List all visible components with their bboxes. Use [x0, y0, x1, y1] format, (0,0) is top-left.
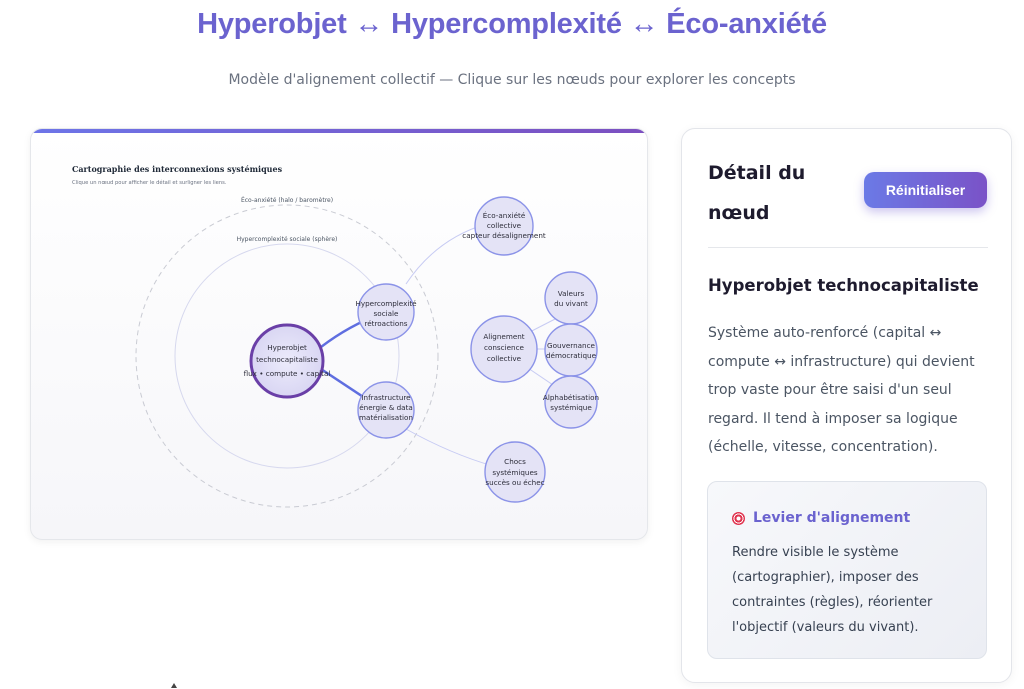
selected-node-title: Hyperobjet technocapitaliste — [708, 276, 979, 295]
node-label-line: Hyperobjet — [267, 343, 307, 352]
node-label-line: du vivant — [554, 299, 588, 308]
lever-text: Rendre visible le système (cartographier), imposer des contraintes (règles), réorienter l'objectif (valeurs du vivant). — [732, 545, 933, 635]
node-label-line: succès ou échec — [485, 478, 545, 487]
node-label-line: matérialisation — [359, 413, 413, 422]
sphere-label: Hypercomplexité sociale (sphère) — [236, 236, 338, 243]
node-label-line: Gouvernance — [547, 341, 595, 350]
node-label-line: Alphabétisation — [542, 393, 600, 402]
target-icon — [732, 512, 745, 525]
map-card — [30, 128, 648, 540]
node-label-line: systémiques — [492, 468, 538, 477]
selected-node-description: Système auto-renforcé (capital ↔ compute ↔ infrastructure) qui devient trop vaste pour être saisi d'un seul regard. Il tend à imposer sa logique (échelle, vitesse, concentration). — [708, 325, 975, 455]
node-label-line: Éco-anxiété — [482, 211, 526, 220]
map-title: Cartographie des interconnexions systémiques — [72, 164, 283, 174]
node-hyperobjet[interactable] — [244, 325, 331, 397]
mouse-cursor-icon — [171, 683, 177, 688]
node-label-line: énergie & data — [359, 403, 413, 412]
node-label-line: sociale — [373, 309, 399, 318]
node-valeurs[interactable] — [545, 272, 597, 324]
divider — [708, 247, 988, 248]
lever-box — [707, 481, 987, 659]
link-infrastructure-chocs — [406, 429, 493, 466]
node-label-line: rétroactions — [364, 319, 408, 328]
page-subtitle: Modèle d'alignement collectif — Clique sur les nœuds pour explorer les concepts — [228, 72, 796, 88]
systemic-map — [31, 129, 647, 539]
node-label-line: Valeurs — [557, 289, 585, 298]
node-label-line: collective — [486, 354, 522, 363]
node-eco-anxiete[interactable] — [462, 197, 546, 255]
node-label-line: flux • compute • capital — [243, 369, 331, 378]
detail-panel — [681, 128, 1012, 683]
lever-heading — [732, 510, 910, 526]
node-label-line: technocapitaliste — [256, 355, 318, 364]
node-label-line: Hypercomplexité — [355, 299, 417, 308]
node-hypercomplexite[interactable] — [355, 284, 417, 340]
node-label-line: Chocs — [504, 457, 526, 466]
node-label-line: systémique — [550, 403, 592, 412]
halo-label: Éco-anxiété (halo / baromètre) — [240, 197, 334, 204]
node-gouvernance[interactable] — [545, 324, 597, 376]
node-infrastructure[interactable] — [358, 382, 414, 438]
page-title: Hyperobjet ↔ Hypercomplexité ↔ Éco-anxiété — [197, 8, 827, 40]
lever-title: Levier d'alignement — [753, 510, 911, 526]
node-label-line: conscience — [484, 343, 524, 352]
node-label-line: collective — [486, 221, 522, 230]
node-label-line: Alignement — [483, 332, 525, 341]
node-label-line: démocratique — [545, 351, 597, 360]
node-chocs[interactable] — [485, 442, 545, 502]
detail-heading: Détail du nœud — [708, 162, 806, 224]
reset-button[interactable]: Réinitialiser — [864, 172, 987, 208]
node-label-line: Infrastructure — [361, 393, 411, 402]
node-alignement[interactable] — [471, 316, 537, 382]
map-hint: Clique un nœud pour afficher le détail et surligner les liens. — [72, 180, 227, 186]
node-label-line: capteur désalignement — [462, 231, 546, 240]
